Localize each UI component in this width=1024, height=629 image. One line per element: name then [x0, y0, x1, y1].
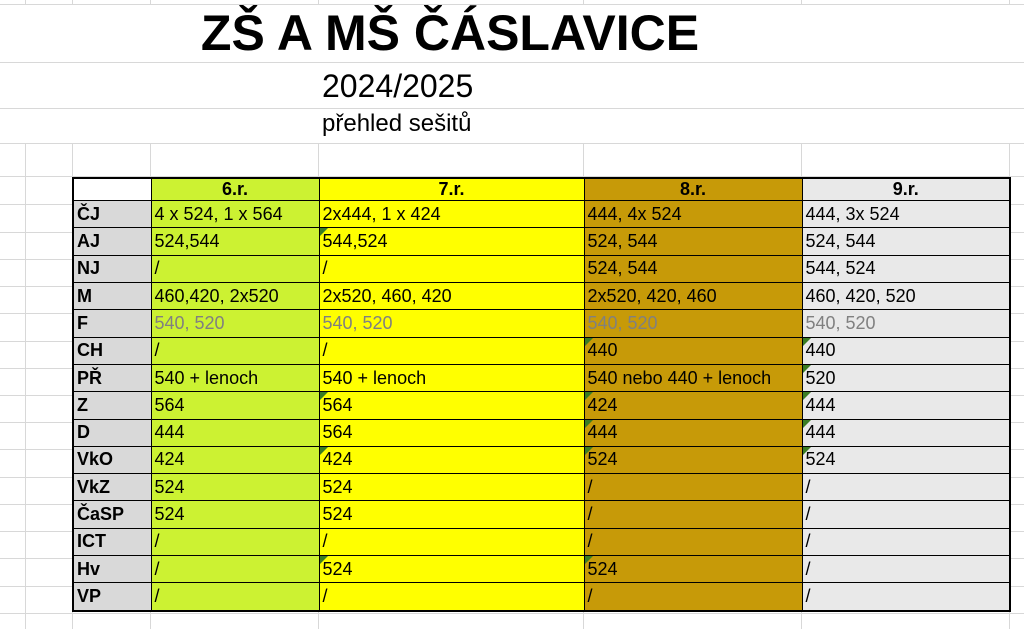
- cell-Z-9r[interactable]: 444: [802, 392, 1010, 419]
- cell-VP-8r[interactable]: /: [584, 583, 802, 611]
- cell-ČaSP-8r[interactable]: /: [584, 501, 802, 528]
- comment-marker-icon: [320, 447, 328, 455]
- cell-CH-9r[interactable]: 440: [802, 337, 1010, 364]
- column-header-7r[interactable]: 7.r.: [319, 178, 584, 201]
- cell-PŘ-9r[interactable]: 520: [802, 364, 1010, 391]
- cell-Z-6r[interactable]: 564: [151, 392, 319, 419]
- cell-D-6r[interactable]: 444: [151, 419, 319, 446]
- page-title: ZŠ A MŠ ČÁSLAVICE: [200, 5, 700, 61]
- table-row: [73, 556, 1010, 583]
- cell-VkO-9r[interactable]: 524: [802, 446, 1010, 473]
- gridline: [1009, 0, 1010, 4]
- row-label[interactable]: NJ: [73, 255, 151, 282]
- cell-VkO-7r[interactable]: 424: [319, 446, 584, 473]
- cell-M-7r[interactable]: 2x520, 460, 420: [319, 282, 584, 309]
- cell-M-8r[interactable]: 2x520, 420, 460: [584, 282, 802, 309]
- table-row: [73, 501, 1010, 528]
- cell-Hv-9r[interactable]: /: [802, 556, 1010, 583]
- cell-PŘ-8r[interactable]: 540 nebo 440 + lenoch: [584, 364, 802, 391]
- comment-marker-icon: [803, 392, 811, 400]
- cell-F-7r[interactable]: 540, 520: [319, 310, 584, 337]
- cell-ČaSP-7r[interactable]: 524: [319, 501, 584, 528]
- gridline: [0, 108, 1024, 109]
- table-row: [73, 419, 1010, 446]
- cell-ICT-7r[interactable]: /: [319, 528, 584, 555]
- row-label[interactable]: VkZ: [73, 474, 151, 501]
- cell-F-8r[interactable]: 540, 520: [584, 310, 802, 337]
- cell-F-6r[interactable]: 540, 520: [151, 310, 319, 337]
- cell-ICT-9r[interactable]: /: [802, 528, 1010, 555]
- cell-NJ-6r[interactable]: /: [151, 255, 319, 282]
- comment-marker-icon: [803, 365, 811, 373]
- row-label[interactable]: AJ: [73, 228, 151, 255]
- cell-VkZ-6r[interactable]: 524: [151, 474, 319, 501]
- cell-M-6r[interactable]: 460,420, 2x520: [151, 282, 319, 309]
- cell-NJ-7r[interactable]: /: [319, 255, 584, 282]
- comment-marker-icon: [585, 556, 593, 564]
- cell-VkO-8r[interactable]: 524: [584, 446, 802, 473]
- comment-marker-icon: [320, 556, 328, 564]
- row-label[interactable]: ČaSP: [73, 501, 151, 528]
- header-row: [73, 178, 1010, 201]
- cell-D-7r[interactable]: 564: [319, 419, 584, 446]
- table-row: [73, 474, 1010, 501]
- cell-ČJ-6r[interactable]: 4 x 524, 1 x 564: [151, 201, 319, 228]
- cell-ČJ-7r[interactable]: 2x444, 1 x 424: [319, 201, 584, 228]
- cell-PŘ-6r[interactable]: 540 + lenoch: [151, 364, 319, 391]
- row-label[interactable]: VP: [73, 583, 151, 611]
- row-label[interactable]: Z: [73, 392, 151, 419]
- cell-D-9r[interactable]: 444: [802, 419, 1010, 446]
- row-label[interactable]: Hv: [73, 556, 151, 583]
- cell-AJ-6r[interactable]: 524,544: [151, 228, 319, 255]
- subtitle: přehled sešitů: [322, 110, 472, 137]
- cell-ICT-8r[interactable]: /: [584, 528, 802, 555]
- table-row: [73, 446, 1010, 473]
- table-row: [73, 528, 1010, 555]
- table-row: [73, 201, 1010, 228]
- cell-VP-6r[interactable]: /: [151, 583, 319, 611]
- cell-ČaSP-6r[interactable]: 524: [151, 501, 319, 528]
- comment-marker-icon: [320, 392, 328, 400]
- cell-VkO-6r[interactable]: 424: [151, 446, 319, 473]
- table-row: [73, 228, 1010, 255]
- cell-AJ-9r[interactable]: 524, 544: [802, 228, 1010, 255]
- cell-D-8r[interactable]: 444: [584, 419, 802, 446]
- comment-marker-icon: [803, 338, 811, 346]
- cell-Z-8r[interactable]: 424: [584, 392, 802, 419]
- row-label[interactable]: F: [73, 310, 151, 337]
- cell-ICT-6r[interactable]: /: [151, 528, 319, 555]
- table-row: [73, 364, 1010, 391]
- gridline: [25, 143, 26, 629]
- table-row: [73, 337, 1010, 364]
- cell-F-9r[interactable]: 540, 520: [802, 310, 1010, 337]
- cell-NJ-8r[interactable]: 524, 544: [584, 255, 802, 282]
- cell-CH-7r[interactable]: /: [319, 337, 584, 364]
- cell-AJ-8r[interactable]: 524, 544: [584, 228, 802, 255]
- cell-VkZ-8r[interactable]: /: [584, 474, 802, 501]
- gridline: [0, 143, 1024, 144]
- row-label[interactable]: CH: [73, 337, 151, 364]
- cell-ČaSP-9r[interactable]: /: [802, 501, 1010, 528]
- cell-VkZ-9r[interactable]: /: [802, 474, 1010, 501]
- cell-NJ-9r[interactable]: 544, 524: [802, 255, 1010, 282]
- corner-cell[interactable]: [73, 178, 151, 201]
- table-row: [73, 583, 1010, 611]
- comment-marker-icon: [585, 338, 593, 346]
- school-year: 2024/2025: [322, 68, 474, 104]
- gridline: [0, 62, 1024, 63]
- gridline: [72, 0, 73, 4]
- row-label[interactable]: VkO: [73, 446, 151, 473]
- cell-Hv-6r[interactable]: /: [151, 556, 319, 583]
- cell-VP-9r[interactable]: /: [802, 583, 1010, 611]
- column-header-9r[interactable]: 9.r.: [802, 178, 1010, 201]
- gridline: [25, 0, 26, 4]
- comment-marker-icon: [320, 228, 328, 236]
- cell-Hv-7r[interactable]: 524: [319, 556, 584, 583]
- notebook-table: [72, 177, 1011, 612]
- cell-CH-8r[interactable]: 440: [584, 337, 802, 364]
- row-label[interactable]: PŘ: [73, 364, 151, 391]
- table-row: [73, 392, 1010, 419]
- gridline: [801, 0, 802, 4]
- cell-VP-7r[interactable]: /: [319, 583, 584, 611]
- cell-CH-6r[interactable]: /: [151, 337, 319, 364]
- cell-Hv-8r[interactable]: 524: [584, 556, 802, 583]
- row-label[interactable]: ČJ: [73, 201, 151, 228]
- comment-marker-icon: [803, 420, 811, 428]
- cell-ČJ-8r[interactable]: 444, 4x 524: [584, 201, 802, 228]
- comment-marker-icon: [585, 420, 593, 428]
- cell-PŘ-7r[interactable]: 540 + lenoch: [319, 364, 584, 391]
- comment-marker-icon: [585, 447, 593, 455]
- cell-VkZ-7r[interactable]: 524: [319, 474, 584, 501]
- comment-marker-icon: [585, 392, 593, 400]
- column-header-6r[interactable]: 6.r.: [151, 178, 319, 201]
- row-label[interactable]: ICT: [73, 528, 151, 555]
- cell-Z-7r[interactable]: 564: [319, 392, 584, 419]
- table-row: [73, 255, 1010, 282]
- table-row: [73, 310, 1010, 337]
- cell-M-9r[interactable]: 460, 420, 520: [802, 282, 1010, 309]
- cell-ČJ-9r[interactable]: 444, 3x 524: [802, 201, 1010, 228]
- row-label[interactable]: D: [73, 419, 151, 446]
- column-header-8r[interactable]: 8.r.: [584, 178, 802, 201]
- cell-AJ-7r[interactable]: 544,524: [319, 228, 584, 255]
- gridline: [0, 613, 1024, 614]
- comment-marker-icon: [803, 447, 811, 455]
- table-row: [73, 282, 1010, 309]
- row-label[interactable]: M: [73, 282, 151, 309]
